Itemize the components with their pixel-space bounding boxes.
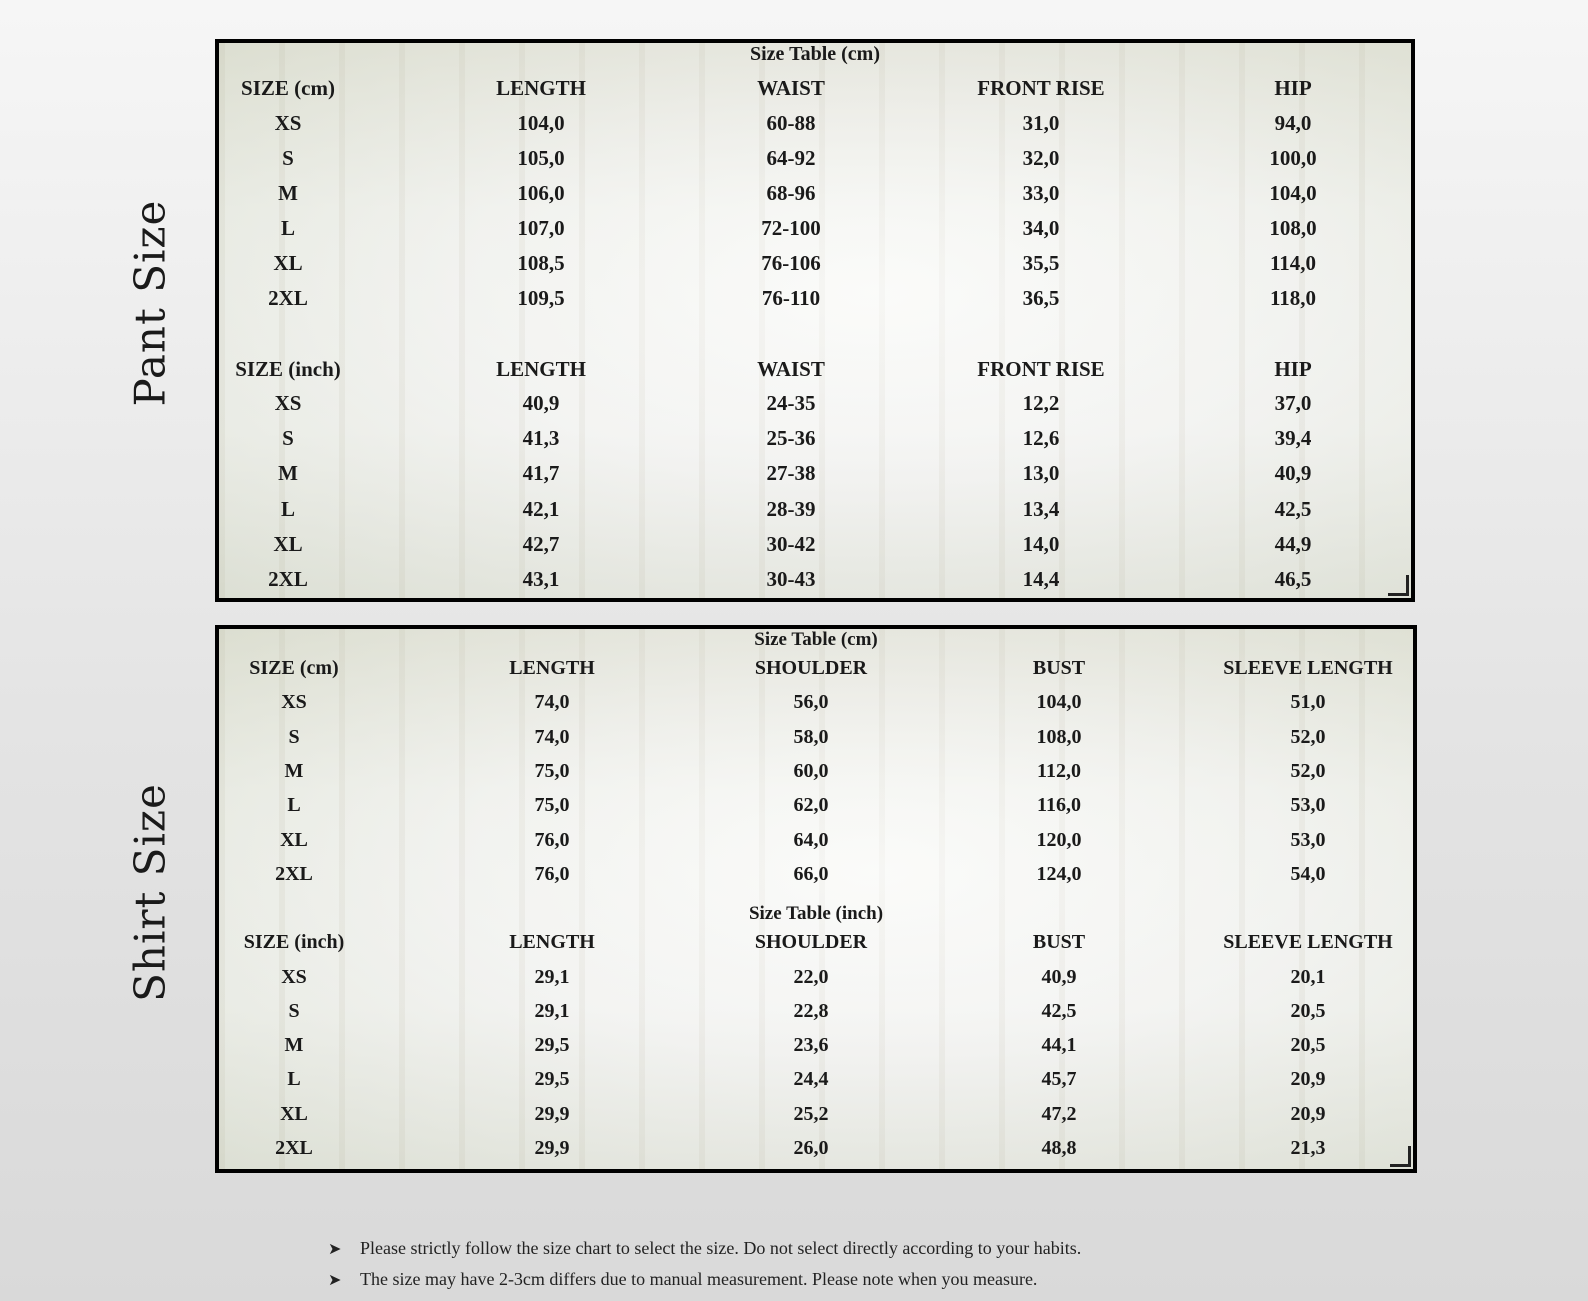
- table-cell: 13,4: [1022, 497, 1060, 521]
- table-cell: 29,9: [534, 1103, 570, 1125]
- table-cell: 118,0: [1269, 286, 1317, 310]
- table-cell: 41,7: [522, 461, 560, 485]
- table-row: [219, 994, 1413, 1028]
- table-cell: 34,0: [1022, 216, 1060, 240]
- table-cell: 64-92: [766, 146, 816, 170]
- note-text: Please strictly follow the size chart to select the size. Do not select directly according to your habits.: [360, 1238, 1082, 1258]
- table-row: [219, 492, 1411, 526]
- table-cell: 74,0: [534, 691, 570, 713]
- table-cell: 40,9: [522, 391, 560, 415]
- size-cell: 2XL: [268, 567, 308, 591]
- shirt-size-label: Shirt Size: [125, 783, 175, 1002]
- table-cell: 22,8: [793, 1000, 829, 1022]
- table-cell: 94,0: [1274, 111, 1312, 135]
- table-cell: 39,4: [1274, 426, 1312, 450]
- table-row: [219, 788, 1413, 822]
- size-cell: S: [282, 146, 294, 170]
- table-cell: 13,0: [1022, 461, 1060, 485]
- table-cell: 48,8: [1041, 1137, 1077, 1159]
- table-cell: 76-110: [761, 286, 821, 310]
- table-cell: 20,9: [1290, 1103, 1326, 1125]
- pant-cm-header-row: [219, 71, 1411, 105]
- table-cell: 104,0: [1036, 691, 1082, 713]
- table-cell: 47,2: [1041, 1103, 1077, 1125]
- table-cell: 112,0: [1037, 760, 1081, 782]
- shirt-size-table: [215, 625, 1417, 1173]
- table-row: [219, 527, 1411, 561]
- table-cell: 29,5: [534, 1034, 570, 1056]
- table-cell: 14,4: [1022, 567, 1060, 591]
- table-cell: 104,0: [517, 111, 565, 135]
- table-row: [219, 823, 1413, 857]
- column-header: LENGTH: [509, 657, 595, 679]
- table-cell: 52,0: [1290, 726, 1326, 748]
- table-cell: 56,0: [793, 691, 829, 713]
- column-header: FRONT RISE: [977, 76, 1105, 100]
- size-cell: 2XL: [275, 1137, 313, 1159]
- column-header: SIZE (cm): [241, 76, 335, 100]
- size-cell: S: [288, 726, 300, 748]
- table-row: [219, 421, 1411, 455]
- table-cell: 109,5: [517, 286, 565, 310]
- table-cell: 114,0: [1269, 251, 1317, 275]
- table-row: [219, 456, 1411, 490]
- column-header: SIZE (inch): [243, 931, 345, 953]
- table-row: [219, 176, 1411, 210]
- column-header: WAIST: [757, 357, 825, 381]
- table-cell: 60-88: [766, 111, 816, 135]
- table-cell: 64,0: [793, 829, 829, 851]
- table-cell: 29,1: [534, 966, 570, 988]
- table-cell: 32,0: [1022, 146, 1060, 170]
- size-cell: L: [287, 794, 301, 816]
- arrowhead-bullet-icon: ➤: [328, 1239, 342, 1258]
- table-cell: 43,1: [522, 567, 560, 591]
- arrowhead-bullet-icon: ➤: [328, 1270, 342, 1289]
- table-cell: 108,0: [1036, 726, 1082, 748]
- table-cell: 104,0: [1269, 181, 1317, 205]
- table-cell: 42,5: [1274, 497, 1312, 521]
- table-cell: 28-39: [766, 497, 816, 521]
- table-row: [219, 281, 1411, 315]
- table-cell: 60,0: [793, 760, 829, 782]
- column-header: SHOULDER: [754, 931, 868, 953]
- table-cell: 108,5: [517, 251, 565, 275]
- table-cell: 52,0: [1290, 760, 1326, 782]
- table-cell: 20,5: [1290, 1034, 1326, 1056]
- table-cell: 75,0: [534, 760, 570, 782]
- corner-mark-icon: [1390, 1146, 1411, 1167]
- table-cell: 45,7: [1041, 1068, 1077, 1090]
- table-cell: 23,6: [793, 1034, 829, 1056]
- table-row: [219, 211, 1411, 245]
- size-cell: XS: [281, 691, 307, 713]
- column-header: LENGTH: [496, 76, 586, 100]
- table-cell: 68-96: [766, 181, 816, 205]
- size-cell: 2XL: [268, 286, 308, 310]
- table-cell: 24-35: [766, 391, 816, 415]
- size-cell: L: [280, 216, 295, 240]
- column-header: WAIST: [757, 76, 825, 100]
- table-cell: 66,0: [793, 863, 829, 885]
- column-header: LENGTH: [496, 357, 586, 381]
- size-cell: XS: [281, 966, 307, 988]
- column-header: BUST: [1032, 657, 1086, 679]
- table-cell: 40,9: [1274, 461, 1312, 485]
- size-cell: XL: [273, 251, 303, 275]
- size-cell: XS: [274, 111, 302, 135]
- table-cell: 116,0: [1037, 794, 1081, 816]
- table-cell: 42,7: [522, 532, 560, 556]
- table-cell: 25,2: [793, 1103, 829, 1125]
- size-cell: XS: [274, 391, 302, 415]
- table-cell: 74,0: [534, 726, 570, 748]
- table-row: [219, 685, 1413, 719]
- size-cell: 2XL: [275, 863, 313, 885]
- pant-cm-caption: Size Table (cm): [750, 43, 880, 65]
- table-cell: 29,9: [534, 1137, 570, 1159]
- shirt-inch-header-row: [219, 925, 1413, 959]
- table-cell: 72-100: [761, 216, 821, 240]
- table-cell: 106,0: [517, 181, 565, 205]
- table-cell: 33,0: [1022, 181, 1060, 205]
- table-row: [219, 1062, 1413, 1096]
- column-header: SIZE (cm): [249, 657, 339, 679]
- table-cell: 124,0: [1036, 863, 1082, 885]
- table-cell: 62,0: [793, 794, 829, 816]
- column-header: SIZE (inch): [235, 357, 341, 381]
- table-cell: 42,1: [522, 497, 560, 521]
- pant-size-table: [215, 39, 1415, 602]
- table-cell: 27-38: [766, 461, 816, 485]
- table-cell: 30-42: [766, 532, 816, 556]
- table-cell: 12,2: [1022, 391, 1060, 415]
- table-cell: 100,0: [1269, 146, 1317, 170]
- column-header: LENGTH: [509, 931, 595, 953]
- column-header: SHOULDER: [754, 657, 868, 679]
- table-cell: 44,9: [1274, 532, 1312, 556]
- size-cell: XL: [273, 532, 303, 556]
- column-header: SLEEVE LENGTH: [1223, 931, 1393, 953]
- shirt-inch-caption: Size Table (inch): [748, 903, 884, 924]
- pant-size-label: Pant Size: [125, 199, 175, 407]
- table-cell: 58,0: [793, 726, 829, 748]
- table-cell: 21,3: [1290, 1137, 1326, 1159]
- size-cell: XL: [280, 829, 308, 851]
- table-row: [219, 1131, 1413, 1165]
- table-row: [219, 246, 1411, 280]
- column-header: FRONT RISE: [977, 357, 1105, 381]
- table-cell: 105,0: [517, 146, 565, 170]
- column-header: HIP: [1274, 357, 1312, 381]
- table-cell: 29,1: [534, 1000, 570, 1022]
- note-text: The size may have 2-3cm differs due to manual measurement. Please note when you measure.: [360, 1269, 1038, 1289]
- column-header: BUST: [1032, 931, 1086, 953]
- table-cell: 20,1: [1290, 966, 1326, 988]
- table-cell: 76,0: [534, 829, 570, 851]
- table-cell: 120,0: [1036, 829, 1082, 851]
- table-cell: 75,0: [534, 794, 570, 816]
- table-row: [219, 754, 1413, 788]
- table-row: [219, 562, 1411, 596]
- size-cell: M: [284, 1034, 304, 1056]
- table-cell: 20,5: [1290, 1000, 1326, 1022]
- table-cell: 24,4: [793, 1068, 829, 1090]
- table-cell: 76-106: [761, 251, 821, 275]
- table-cell: 22,0: [793, 966, 829, 988]
- table-cell: 46,5: [1274, 567, 1312, 591]
- table-cell: 37,0: [1274, 391, 1312, 415]
- table-cell: 41,3: [522, 426, 560, 450]
- table-row: [219, 857, 1413, 891]
- table-cell: 107,0: [517, 216, 565, 240]
- column-header: HIP: [1274, 76, 1312, 100]
- table-cell: 108,0: [1269, 216, 1317, 240]
- table-row: [219, 1028, 1413, 1062]
- size-cell: L: [280, 497, 295, 521]
- corner-mark-icon: [1388, 575, 1409, 596]
- table-row: [219, 106, 1411, 140]
- size-cell: L: [287, 1068, 301, 1090]
- table-cell: 53,0: [1290, 794, 1326, 816]
- table-cell: 31,0: [1022, 111, 1060, 135]
- size-cell: M: [278, 181, 298, 205]
- pant-inch-header-row: [219, 352, 1411, 386]
- shirt-cm-header-row: [219, 651, 1413, 685]
- table-cell: 53,0: [1290, 829, 1326, 851]
- table-cell: 30-43: [766, 567, 816, 591]
- table-cell: 26,0: [793, 1137, 829, 1159]
- table-cell: 76,0: [534, 863, 570, 885]
- table-row: [219, 386, 1411, 420]
- table-cell: 35,5: [1022, 251, 1060, 275]
- table-cell: 40,9: [1041, 966, 1077, 988]
- table-cell: 42,5: [1041, 1000, 1077, 1022]
- table-row: [219, 141, 1411, 175]
- table-row: [219, 960, 1413, 994]
- table-cell: 25-36: [766, 426, 816, 450]
- table-row: [219, 720, 1413, 754]
- table-cell: 12,6: [1022, 426, 1060, 450]
- size-cell: XL: [280, 1103, 308, 1125]
- table-cell: 36,5: [1022, 286, 1060, 310]
- table-cell: 44,1: [1041, 1034, 1077, 1056]
- column-header: SLEEVE LENGTH: [1223, 657, 1393, 679]
- table-cell: 54,0: [1290, 863, 1326, 885]
- table-cell: 14,0: [1022, 532, 1060, 556]
- size-cell: M: [278, 461, 298, 485]
- table-row: [219, 1097, 1413, 1131]
- size-cell: S: [282, 426, 294, 450]
- table-cell: 29,5: [534, 1068, 570, 1090]
- table-cell: 51,0: [1290, 691, 1326, 713]
- size-cell: S: [288, 1000, 300, 1022]
- size-cell: M: [284, 760, 304, 782]
- table-cell: 20,9: [1290, 1068, 1326, 1090]
- shirt-cm-caption: Size Table (cm): [754, 629, 878, 650]
